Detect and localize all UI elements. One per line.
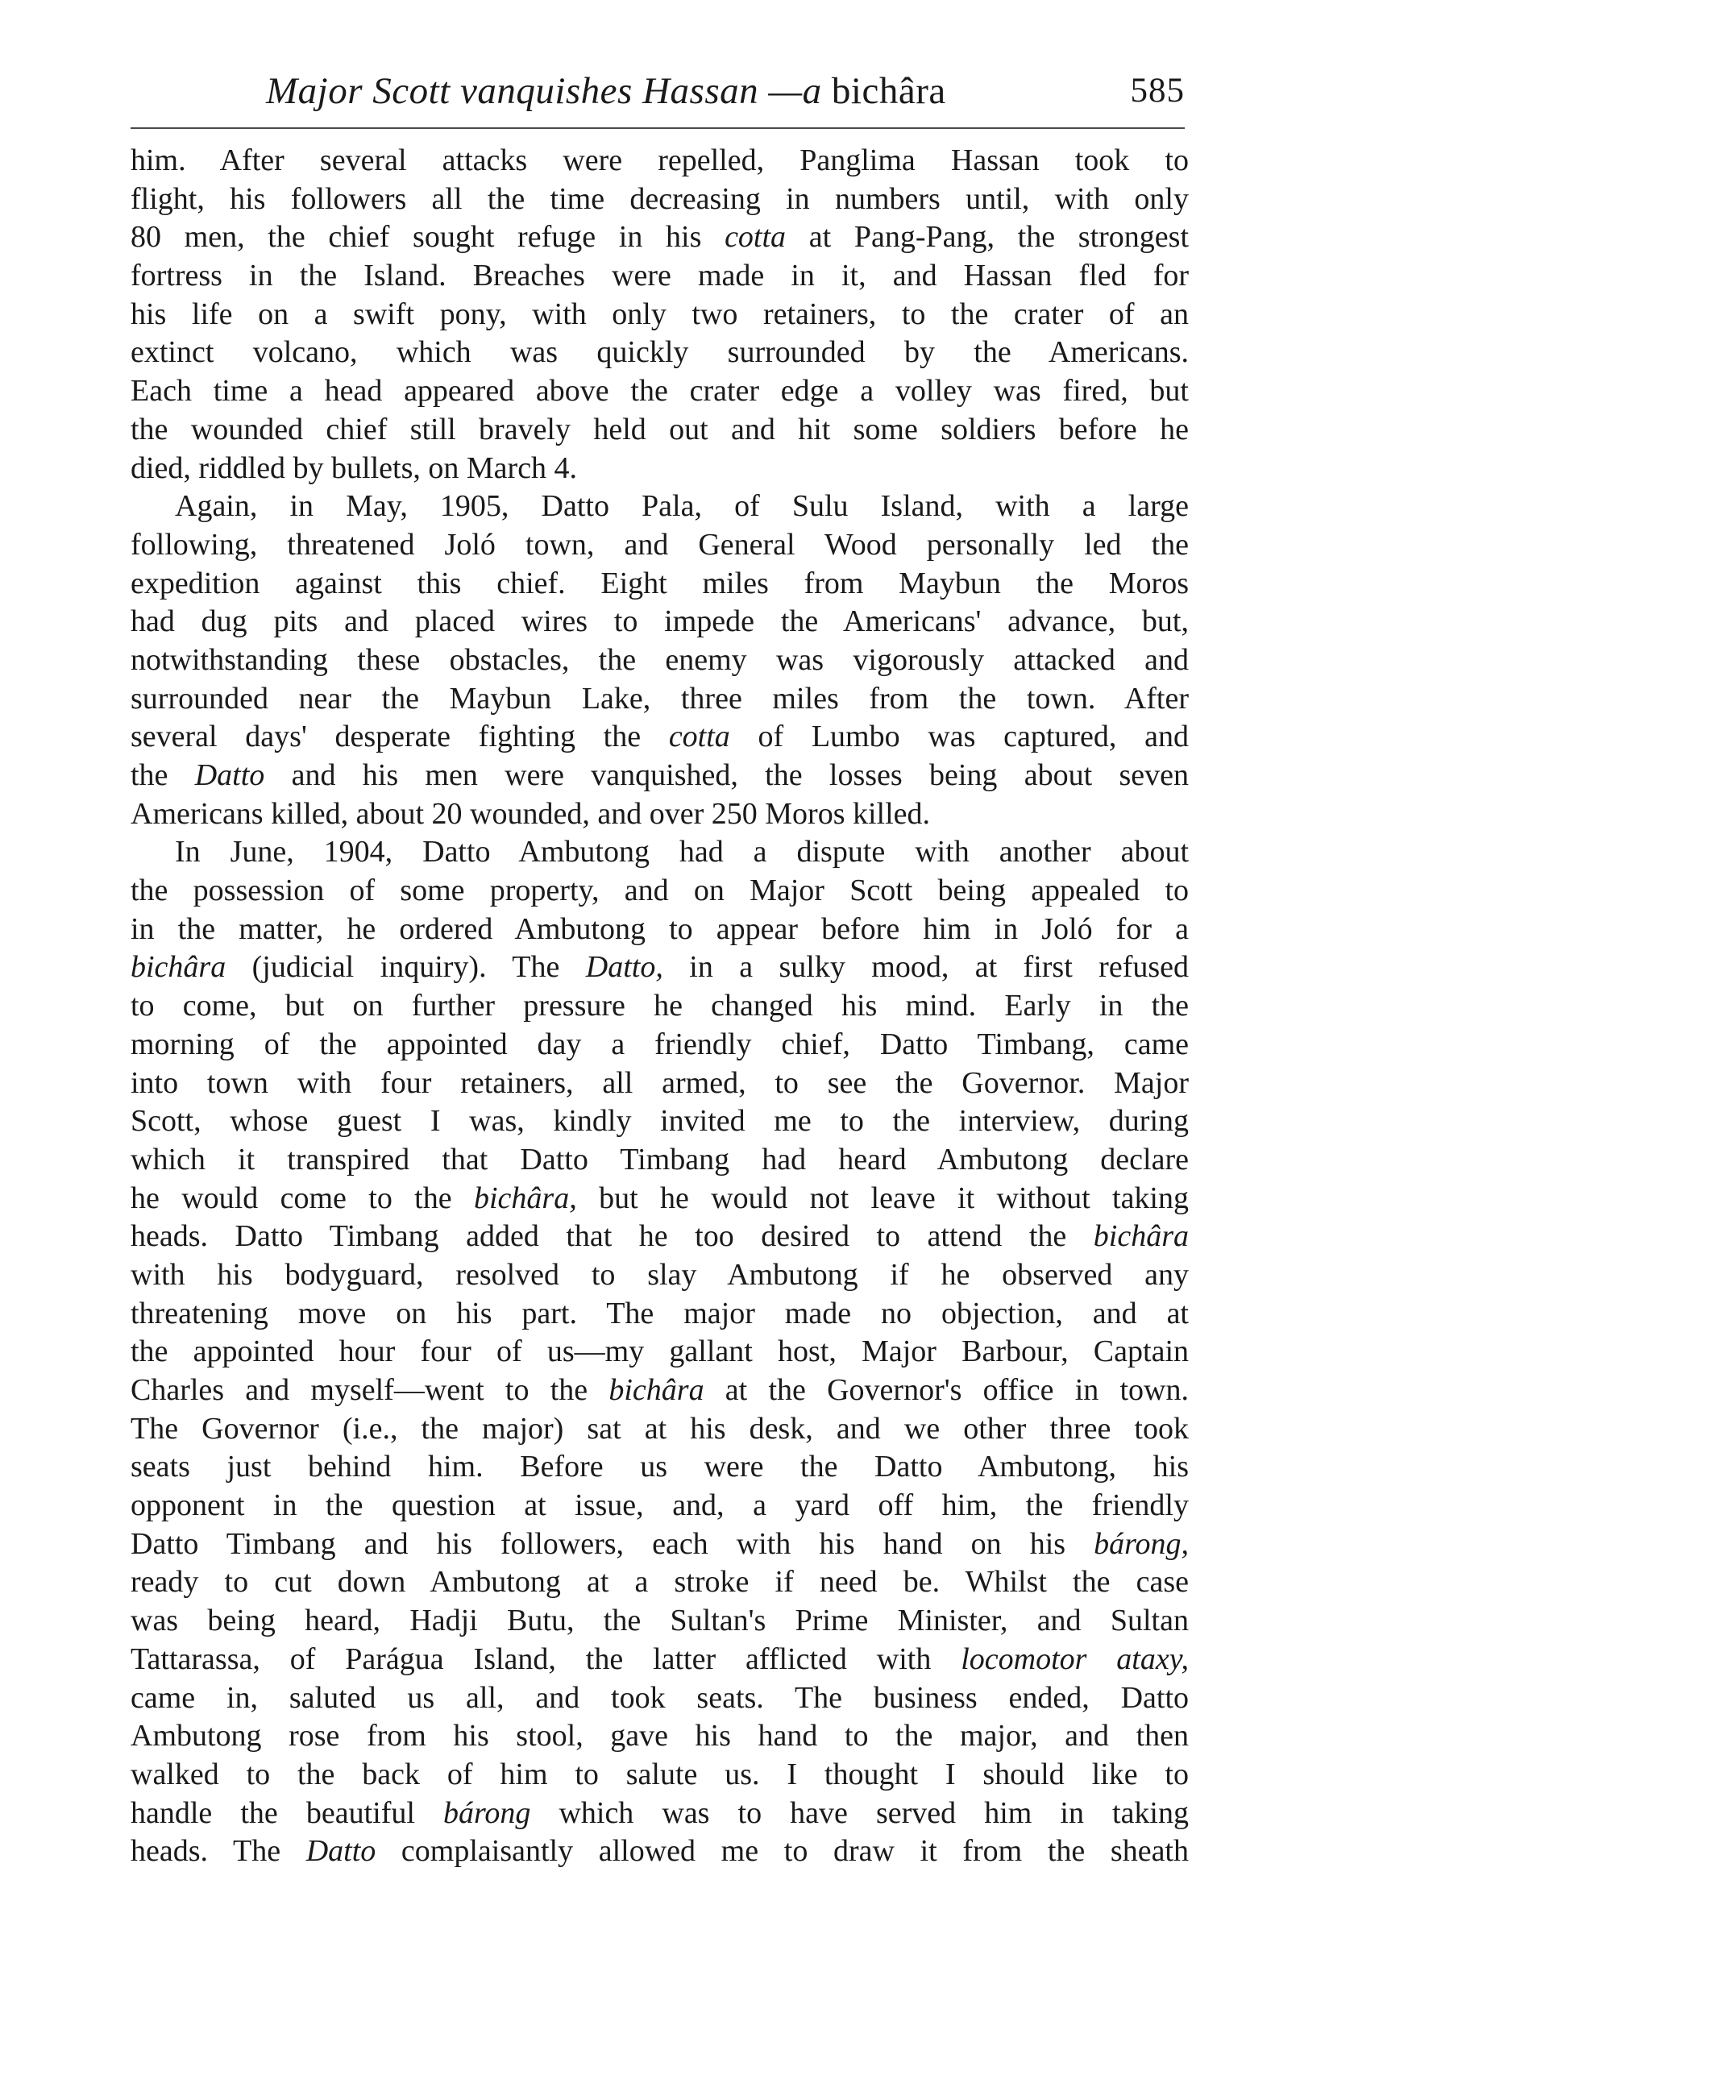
running-title-main: Major Scott vanquishes Hassan: [266, 70, 759, 112]
text-segment: complaisantly allowed me to draw it from the sheath: [376, 1834, 1189, 1869]
text-line: [131, 1641, 1189, 1679]
text-segment: his life on a swift pony, with only two retainers, to the crater of an: [131, 297, 1189, 331]
paragraph: [131, 488, 1189, 833]
text-line: [131, 1525, 1189, 1564]
paragraph: [131, 142, 1189, 488]
text-segment: he would come to the: [131, 1181, 474, 1215]
italic-text: Datto: [305, 1834, 376, 1869]
text-line: [131, 296, 1189, 334]
text-segment: flight, his followers all the time decreasing in numbers until, with only: [131, 181, 1189, 216]
text-segment: (judicial inquiry). The: [226, 950, 586, 985]
text-segment: morning of the appointed day a friendly chief, Datto Timbang, came: [131, 1027, 1189, 1061]
text-segment: threatening move on his part. The major made no objection, and at: [131, 1296, 1189, 1330]
text-segment: Again, in May, 1905, Datto Pala, of Sulu Island, with a large: [175, 489, 1189, 524]
text-segment: fortress in the Island. Breaches were made in it, and Hassan fled for: [131, 259, 1189, 293]
text-segment: with his bodyguard, resolved to slay Ambutong if he observed any: [131, 1257, 1189, 1292]
text-segment: in the matter, he ordered Ambutong to appear before him in Joló for a: [131, 911, 1189, 946]
text-segment: 80 men, the chief sought refuge in his: [131, 220, 725, 255]
text-segment: in a sulky mood, at first refused: [662, 950, 1189, 985]
text-line: [131, 526, 1189, 565]
text-line: [131, 1602, 1189, 1641]
text-line: [131, 948, 1189, 987]
text-segment: expedition against this chief. Eight miles from Maybun the Moros: [131, 566, 1189, 600]
text-line: [131, 603, 1189, 641]
text-segment: Each time a head appeared above the crater edge a volley was fired, but: [131, 374, 1189, 409]
text-line: [131, 1717, 1189, 1756]
text-segment: Ambutong rose from his stool, gave his hand to the major, and then: [131, 1719, 1189, 1753]
text-line: [131, 1487, 1189, 1525]
running-title-article: a: [802, 70, 822, 112]
text-segment: following, threatened Joló town, and General Wood personally led the: [131, 527, 1189, 562]
text-line: [131, 680, 1189, 719]
text-line: [131, 872, 1189, 911]
text-line: [131, 565, 1189, 604]
text-line: [131, 1256, 1189, 1295]
text-segment: In June, 1904, Datto Ambutong had a dispute with another about: [175, 835, 1189, 869]
text-line: [131, 718, 1189, 757]
text-line: [131, 450, 1189, 488]
page-header: [129, 63, 1185, 119]
italic-text: locomotor ataxy,: [961, 1641, 1189, 1676]
text-line: [131, 1795, 1189, 1833]
text-line: [131, 757, 1189, 795]
text-segment: handle the beautiful: [131, 1795, 443, 1830]
text-line: [131, 641, 1189, 680]
text-segment: him. After several attacks were repelled, Panglima Hassan took to: [131, 143, 1189, 177]
italic-text: cotta: [668, 720, 730, 754]
text-segment: the: [131, 758, 195, 792]
text-segment: which it transpired that Datto Timbang had heard Ambutong declare: [131, 1142, 1189, 1177]
text-line: [131, 1218, 1189, 1256]
text-segment: into town with four retainers, all armed, to see the Governor. Major: [131, 1065, 1189, 1100]
running-title-dash: —: [758, 70, 803, 112]
page-number: 585: [1130, 72, 1185, 110]
text-segment: Datto Timbang and his followers, each with his hand on his: [131, 1526, 1094, 1561]
body-text: [131, 142, 1189, 1871]
text-segment: and his men were vanquished, the losses being about seven: [264, 758, 1189, 792]
text-segment: several days' desperate fighting the: [131, 720, 669, 754]
text-segment: surrounded near the Maybun Lake, three miles from the town. After: [131, 681, 1189, 716]
text-line: [131, 795, 1189, 834]
text-segment: opponent in the question at issue, and, a yard off him, the friendly: [131, 1488, 1189, 1523]
text-segment: Charles and myself—went to the: [131, 1373, 609, 1407]
text-line: [131, 911, 1189, 949]
text-line: [131, 1141, 1189, 1180]
italic-text: bárong: [442, 1795, 531, 1830]
text-segment: ready to cut down Ambutong at a stroke if need be. Whilst the case: [131, 1565, 1189, 1600]
text-segment: came in, saluted us all, and took seats. The business ended, Datto: [131, 1680, 1189, 1715]
text-line: [131, 372, 1189, 411]
text-segment: the wounded chief still bravely held out and hit some soldiers before he: [131, 412, 1189, 446]
text-segment: died, riddled by bullets, on March 4.: [131, 450, 578, 485]
text-line: [131, 257, 1189, 296]
text-segment: had dug pits and placed wires to impede the Americans' advance, but,: [131, 604, 1189, 639]
italic-text: bárong,: [1094, 1526, 1189, 1561]
text-segment: notwithstanding these obstacles, the enemy was vigorously attacked and: [131, 642, 1189, 677]
text-line: [131, 987, 1189, 1026]
italic-text: cotta: [725, 220, 787, 255]
text-line: [131, 488, 1189, 526]
text-line: [131, 1448, 1189, 1487]
text-segment: but he would not leave it without taking: [576, 1181, 1189, 1215]
text-line: [131, 1026, 1189, 1065]
text-segment: which was to have served him in taking: [530, 1795, 1189, 1830]
text-line: [131, 218, 1189, 257]
text-line: [131, 1679, 1189, 1718]
italic-text: Datto,: [585, 950, 663, 985]
text-line: [131, 334, 1189, 372]
text-segment: seats just behind him. Before us were the Datto Ambutong, his: [131, 1450, 1189, 1484]
header-rule: [131, 127, 1185, 129]
text-line: [131, 1180, 1189, 1218]
text-segment: the possession of some property, and on Major Scott being appealed to: [131, 874, 1189, 908]
italic-text: Datto: [194, 758, 265, 792]
text-line: [131, 833, 1189, 872]
text-segment: Scott, whose guest I was, kindly invited me to the interview, during: [131, 1104, 1189, 1139]
text-line: [131, 1295, 1189, 1334]
text-segment: Tattarassa, of Parágua Island, the latter afflicted with: [131, 1641, 961, 1676]
text-segment: the appointed hour four of us—my gallant host, Major Barbour, Captain: [131, 1334, 1189, 1369]
italic-text: bichâra,: [473, 1181, 577, 1215]
italic-text: bichâra: [608, 1373, 704, 1407]
italic-text: bichâra: [131, 950, 226, 985]
text-line: [131, 1372, 1189, 1410]
text-line: [131, 1832, 1189, 1871]
text-segment: Americans killed, about 20 wounded, and over 250 Moros killed.: [131, 796, 931, 831]
text-line: [131, 1563, 1189, 1602]
running-title-word: bichâra: [821, 70, 946, 112]
text-line: [131, 1065, 1189, 1103]
text-line: [131, 1102, 1189, 1141]
text-segment: to come, but on further pressure he changed his mind. Early in the: [131, 989, 1189, 1023]
text-line: [131, 181, 1189, 219]
running-title: [266, 63, 946, 119]
paragraph: [131, 833, 1189, 1871]
text-segment: was being heard, Hadji Butu, the Sultan's Prime Minister, and Sultan: [131, 1604, 1189, 1638]
text-segment: walked to the back of him to salute us. I thought I should like to: [131, 1757, 1189, 1791]
text-segment: The Governor (i.e., the major) sat at his desk, and we other three took: [131, 1411, 1189, 1446]
text-segment: extinct volcano, which was quickly surrounded by the Americans.: [131, 335, 1189, 370]
text-line: [131, 142, 1189, 181]
text-segment: of Lumbo was captured, and: [729, 720, 1189, 754]
text-segment: heads. Datto Timbang added that he too desired to attend the: [131, 1219, 1094, 1254]
text-segment: at Pang-Pang, the strongest: [786, 220, 1189, 255]
text-line: [131, 411, 1189, 450]
text-line: [131, 1333, 1189, 1372]
text-line: [131, 1410, 1189, 1449]
text-segment: heads. The: [131, 1834, 306, 1869]
text-segment: at the Governor's office in town.: [704, 1373, 1189, 1407]
italic-text: bichâra: [1093, 1219, 1189, 1254]
text-line: [131, 1756, 1189, 1795]
